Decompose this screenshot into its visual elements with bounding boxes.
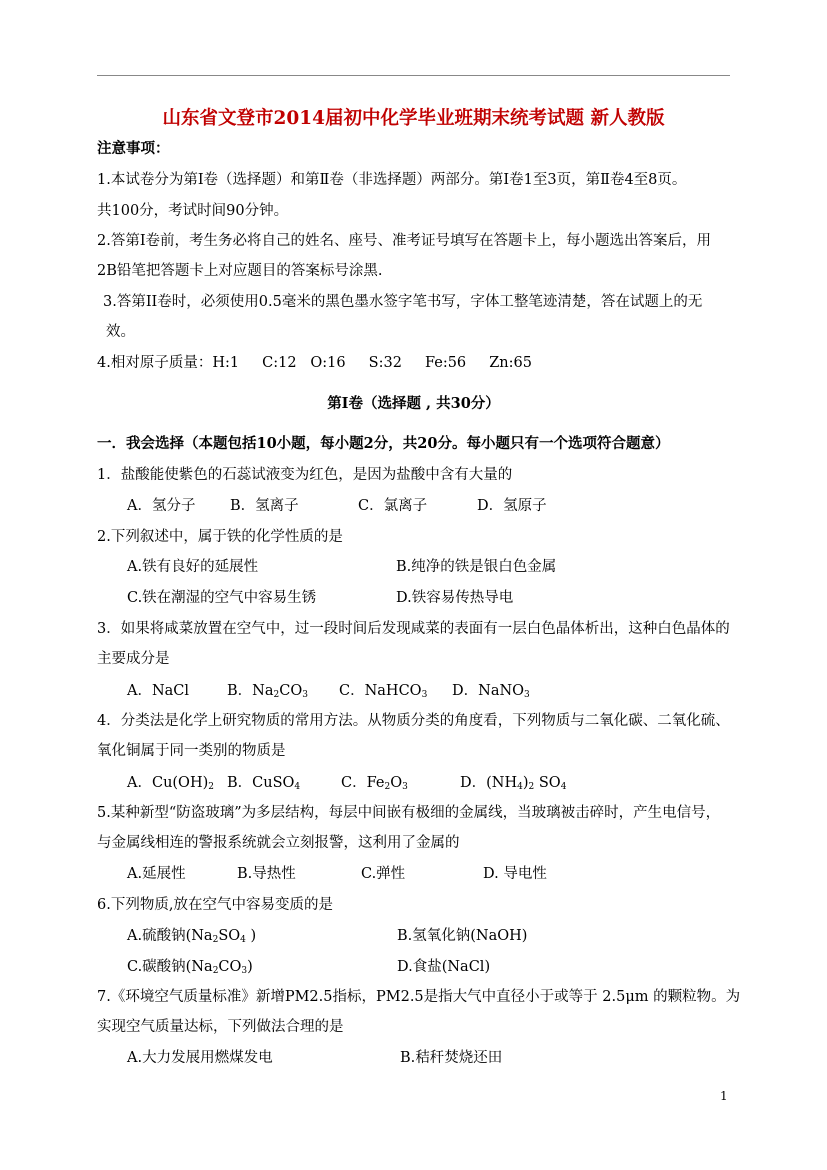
page-number: 1 [720, 1089, 728, 1103]
q3-option-c: C．NaHCO$_3$ [339, 683, 428, 700]
note-3-line-1: 3.答第II卷时，必须使用0.5毫米的黑色墨水签字笔书写，字体工整笔迹清楚，答在试题上的无 [103, 294, 703, 310]
q1-option-c: C．氯离子 [358, 498, 428, 514]
q2-stem: 2.下列叙述中，属于铁的化学性质的是 [97, 529, 343, 545]
q3-stem-line-2: 主要成分是 [97, 651, 170, 667]
q3-option-d: D．NaNO$_3$ [452, 683, 530, 700]
q1-option-d: D．氢原子 [477, 498, 547, 514]
q4-option-c: C．$Fe_2O_3$ [341, 775, 408, 792]
q4-option-b: B．CuSO$_4$ [227, 775, 301, 792]
note-1-line-1: 1.本试卷分为第Ⅰ卷（选择题）和第Ⅱ卷（非选择题）两部分。第Ⅰ卷1至3页，第Ⅱ卷4至8页。 [97, 172, 687, 188]
q4-option-a: A．$Cu(OH)_2$ [127, 775, 214, 792]
q5-option-b: B.导热性 [237, 866, 296, 882]
q6-option-a: A.硫酸钠($Na_2SO_4$ ) [127, 928, 257, 945]
q7-stem-line-1: 7.《环境空气质量标准》新增PM2.5指标，PM2.5是指大气中直径小于或等于 2.5μm 的颗粒物。为 [97, 989, 741, 1005]
q7-option-b: B.秸秆焚烧还田 [400, 1050, 503, 1066]
q7-stem-line-2: 实现空气质量达标，下列做法合理的是 [97, 1019, 344, 1035]
header-rule [97, 75, 730, 76]
q5-stem-line-1: 5.某种新型“防盗玻璃”为多层结构，每层中间嵌有极细的金属线，当玻璃被击碎时，产生电信号， [97, 805, 721, 821]
q1-option-a: A．氢分子 [127, 498, 196, 514]
q2-option-b: B.纯净的铁是银白色金属 [396, 559, 557, 575]
q3-option-b: B．$Na_2CO_3$ [227, 683, 308, 700]
q3-stem-line-1: 3．如果将咸菜放置在空气中，过一段时间后发现咸菜的表面有一层白色晶体析出，这种白色晶体的 [97, 621, 730, 637]
q4-stem-line-2: 氧化铜属于同一类别的物质是 [97, 743, 286, 759]
part1-heading: 一．我会选择（本题包括10小题，每小题2分，共20分。每小题只有一个选项符合题意） [97, 435, 670, 452]
q2-option-c: C.铁在潮湿的空气中容易生锈 [127, 590, 317, 606]
q6-option-b: B.氢氧化钠(NaOH) [397, 928, 528, 944]
q1-stem: 1．盐酸能使紫色的石蕊试液变为红色，是因为盐酸中含有大量的 [97, 467, 513, 483]
document-title: 山东省文登市2014届初中化学毕业班期末统考试题 新人教版 [162, 108, 665, 129]
note-2-line-2: 2B铅笔把答题卡上对应题目的答案标号涂黑. [97, 263, 383, 279]
q5-option-c: C.弹性 [361, 866, 406, 882]
q5-stem-line-2: 与金属线相连的警报系统就会立刻报警，这利用了金属的 [97, 835, 460, 851]
q6-stem: 6.下列物质,放在空气中容易变质的是 [97, 897, 333, 913]
q5-option-a: A.延展性 [127, 866, 186, 882]
section-title: 第Ⅰ卷（选择题 , 共30分） [327, 395, 500, 412]
q6-option-c: C.碳酸钠$(Na_2CO_3)$ [127, 959, 253, 976]
note-4: 4.相对原子质量：H:1 C:12 O:16 S:32 Fe:56 Zn:65 [97, 355, 532, 371]
note-2-line-1: 2.答第Ⅰ卷前，考生务必将自己的姓名、座号、准考证号填写在答题卡上，每小题选出答案后，用 [97, 233, 712, 249]
note-1-line-2: 共100分，考试时间90分钟。 [97, 203, 289, 219]
q3-option-a: A．NaCl [127, 683, 190, 699]
q6-option-d: D.食盐(NaCl) [397, 959, 491, 975]
q4-stem-line-1: 4．分类法是化学上研究物质的常用方法。从物质分类的角度看，下列物质与二氧化碳、二氧化硫、 [97, 713, 730, 729]
note-3-line-2: 效。 [106, 324, 135, 340]
notes-heading: 注意事项： [97, 140, 170, 157]
q2-option-d: D.铁容易传热导电 [396, 590, 514, 606]
q1-option-b: B．氢离子 [230, 498, 299, 514]
q5-option-d: D. 导电性 [483, 866, 547, 882]
q7-option-a: A.大力发展用燃煤发电 [127, 1050, 273, 1066]
q2-option-a: A.铁有良好的延展性 [127, 559, 259, 575]
q4-option-d: D．$(NH_4)_2$ $SO_4$ [460, 775, 567, 792]
